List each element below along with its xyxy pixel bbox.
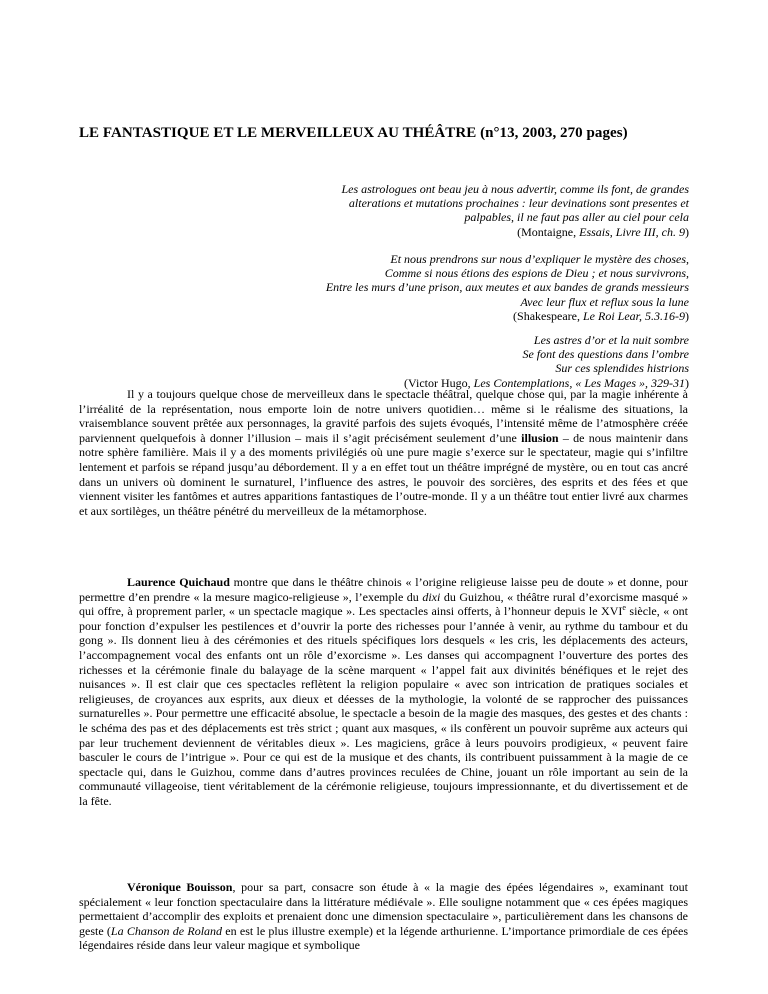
epigraph-line: Les astrologues ont beau jeu à nous advertir, comme ils font, de grandes <box>341 182 689 196</box>
epigraph-line: alterations et mutations prochaines : leur devinations sont presentes et <box>348 196 689 211</box>
epigraph-montaigne <box>129 182 689 239</box>
epigraph-line: Entre les murs d’une prison, aux meutes et aux bandes de grands messieurs <box>325 280 689 295</box>
epigraph-source: (Montaigne, Essais, Livre III, ch. 9) <box>517 224 689 239</box>
epigraph-shakespeare <box>129 252 689 323</box>
epigraph-source: (Shakespeare, Le Roi Lear, 5.3.16-9) <box>513 308 689 323</box>
author-name: Laurence Quichaud <box>127 575 230 589</box>
author-name: Véronique Bouisson <box>127 880 233 894</box>
epigraph-hugo <box>129 333 689 390</box>
epigraph-line: Et nous prendrons sur nous d’expliquer le mystère des choses, <box>390 252 689 266</box>
bouisson-paragraph: Véronique Bouisson, pour sa part, consacre son étude à « la magie des épées légendaires », examinant tout spécialement « leur fonction spectaculaire dans la littérature médiévale ». Elle souligne notamment que « ces épées magiques permettaient d’accomplir des exploits et prenaient donc une dimension spectaculaire », particulièrement dans les chansons de geste (La Chanson de Roland en est le plus illustre exemple) et la légende arthurienne. L’importance primordiale de ces épées légendaires réside dans leur valeur magique et symbolique <box>79 880 688 953</box>
intro-paragraph: Il y a toujours quelque chose de merveilleux dans le spectacle théâtral, quelque chose qui, par la magie inhérente à l’irréalité de la représentation, nous emporte loin de notre univers quotidien… même si le réalisme des situations, la vraisemblance souvent prêtée aux personnages, la gravité parfois des sujets évoqués, l’intensité même de l’atmosphère créée parviennent quelquefois à donner l’illusion – mais il s’agit précisément seulement d’une illusion – de nous maintenir dans notre sphère familière. Mais il y a des moments privilégiés où une pure magie s’exerce sur le spectateur, magie qui s’infiltre lentement et parfois se répand jusqu’au débordement. Il y a en effet tout un théâtre imprégné de mystère, ou en tout cas ancré dans un univers où dominent le surnaturel, l’influence des astres, le pouvoir des sorcières, des esprits et des fées et que viennent visiter les fantômes et autres apparitions fantastiques de l’outre-monde. Il y a un théâtre tout entier livré aux charmes et aux sortilèges, un théâtre pénétré du merveilleux de la métamorphose. <box>79 387 688 518</box>
epigraph-line: Sur ces splendides histrions <box>555 361 689 376</box>
epigraph-line: Les astres d’or et la nuit sombre <box>533 333 689 347</box>
article-title: LE FANTASTIQUE ET LE MERVEILLEUX AU THÉÂTRE (n°13, 2003, 270 pages) <box>79 125 628 141</box>
epigraph-line: Se font des questions dans l’ombre <box>522 347 689 362</box>
epigraph-line: Comme si nous étions des espions de Dieu ; et nous survivrons, <box>384 266 689 281</box>
epigraph-line: Avec leur flux et reflux sous la lune <box>520 294 689 309</box>
epigraph-line: palpables, il ne faut pas aller au ciel pour cela <box>464 210 689 225</box>
quichaud-paragraph: Laurence Quichaud montre que dans le théâtre chinois « l’origine religieuse laisse peu de doute » et donne, pour permettre d’en prendre « la mesure magico-religieuse », l’exemple du dixi du Guizhou, « théâtre rural d’exorcisme masqué » qui offre, à proprement parler, « un spectacle magique ». Les spectacles ainsi offerts, à l’honneur depuis le XVIe siècle, « ont pour fonction d’expulser les pestilences et d’ouvrir la porte des richesses pour l’année à venir, au rythme du tambour et du gong ». Ils donnent lieu à des cérémonies et des rituels spécifiques lors desquels « les cris, les déplacements des acteurs, l’accompagnement vocal des enfants ont un rôle d’exorcisme ». Les danses qui accompagnent l’ouverture des portes des richesses et la cérémonie finale du balayage de la scène marquent « l’appel fait aux divinités bénéfiques et le rejet des nuisances ». Il est clair que ces spectacles reflètent la religion populaire « avec son intrication de pratiques sociales et religieuses, de croyances aux esprits, aux dieux et déesses de la mythologie, la volonté de se rapprocher des puissances surnaturelles ». Pour permettre une efficacité absolue, le spectacle a besoin de la magie des masques, des gestes et des chants : le schéma des pas et des déplacements est très strict ; quant aux masques, « ils confèrent un pouvoir suprême aux acteurs qui par leur truchement deviennent de véritables dieux ». Les magiciens, grâce à leurs pouvoirs prodigieux, « peuvent faire basculer le cours de l’intrigue ». Pour ce qui est de la musique et des chants, ils contribuent puissamment à la magie de ce spectacle qui, dans le Guizhou, comme dans d’autres provinces reculées de Chine, jouant un rôle important au sein de la communauté villageoise, tient véritablement de la cérémonie religieuse, toujours impressionnante, et du divertissement et de la fête. <box>79 575 689 808</box>
epigraph-source: (Victor Hugo, Les Contemplations, « Les Mages », 329-31) <box>404 375 689 390</box>
